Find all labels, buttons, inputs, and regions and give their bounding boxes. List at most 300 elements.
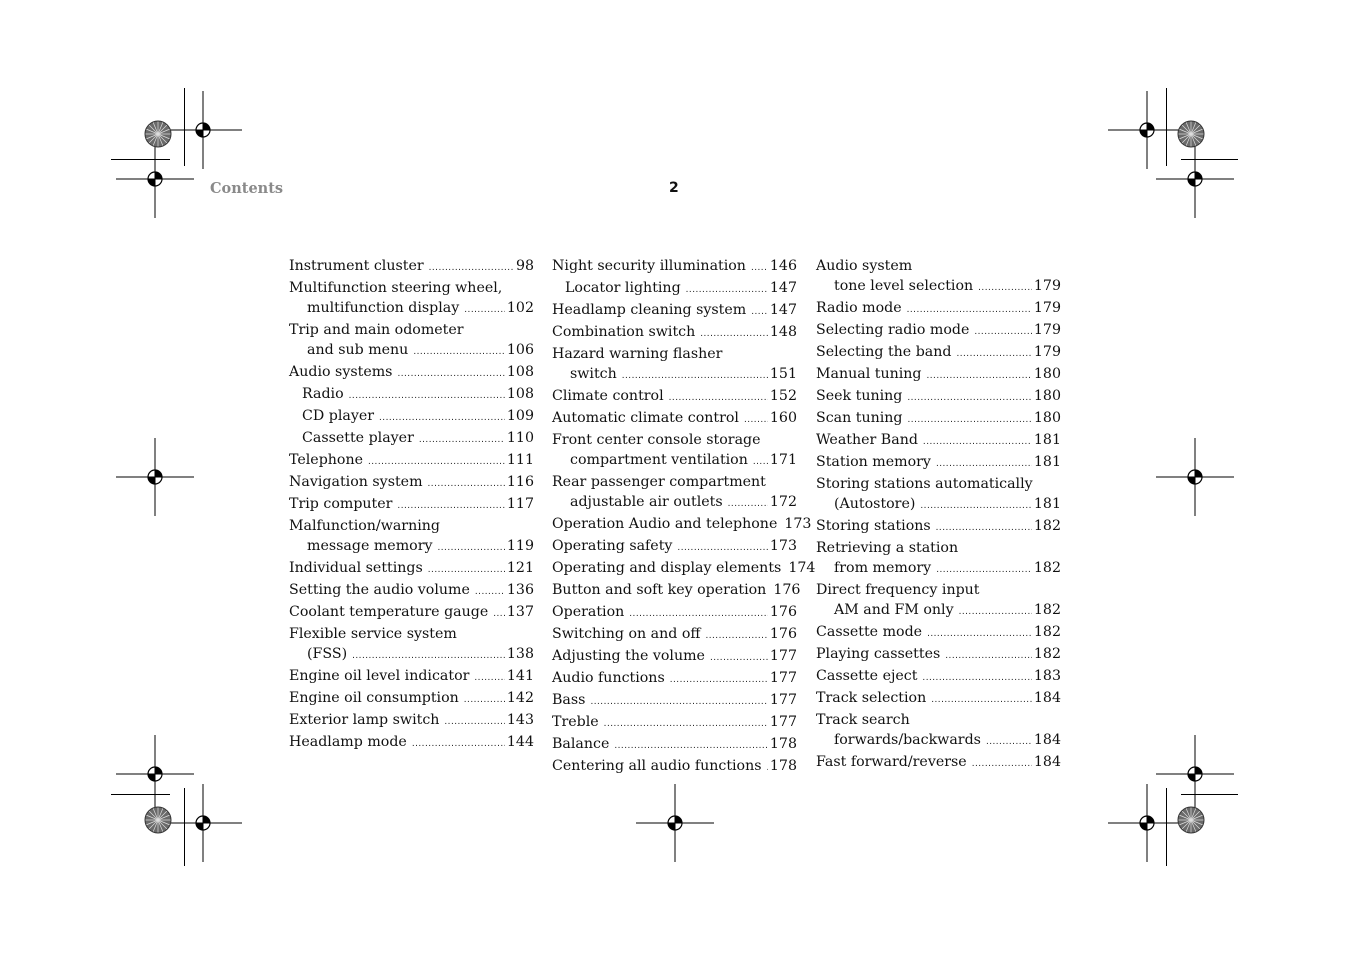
toc-line [289,710,534,732]
toc-page-number[interactable]: 121 [506,560,534,576]
toc-line [552,712,797,734]
toc-entry[interactable] [289,320,534,362]
toc-entry-title: (FSS) [307,646,348,662]
toc-entry[interactable] [816,516,1061,538]
dot-leader [464,300,505,320]
dot-leader [474,668,505,688]
dot-leader [352,646,505,666]
toc-line [816,408,1061,430]
toc-line [289,536,534,558]
toc-entry[interactable] [552,712,797,734]
toc-page-number[interactable]: 182 [1033,602,1061,618]
toc-page-number[interactable]: 184 [1033,754,1061,770]
toc-line [552,668,797,690]
toc-line [816,256,1061,276]
dot-leader [936,454,1032,474]
toc-entry-title: multifunction display [307,300,460,316]
toc-entry-title: Seek tuning [816,388,903,404]
toc-entry[interactable] [816,688,1061,710]
dot-leader [438,538,505,558]
toc-entry[interactable] [289,666,534,688]
dot-leader [493,604,505,624]
toc-page-number[interactable]: 110 [506,430,534,446]
toc-entry[interactable] [552,756,797,778]
toc-entry-title: (Autostore) [834,496,916,512]
toc-entry-title: Individual settings [289,560,423,576]
toc-page-number[interactable]: 173 [769,538,797,554]
dot-leader [956,344,1031,364]
toc-page-number[interactable]: 111 [506,452,534,468]
toc-line [289,472,534,494]
toc-line [816,752,1061,774]
toc-page-number[interactable]: 138 [506,646,534,662]
toc-entry[interactable] [552,602,797,624]
toc-entry[interactable] [289,732,534,754]
toc-line [552,492,797,514]
toc-line [289,450,534,472]
dot-leader [669,388,768,408]
toc-page-number[interactable]: 179 [1033,344,1061,360]
toc-entry[interactable] [816,408,1061,430]
dot-leader [604,714,768,734]
toc-page-number[interactable]: 174 [788,560,816,576]
toc-line [302,406,534,428]
toc-page-number[interactable]: 151 [769,366,797,382]
toc-line [565,278,797,300]
toc-entry-title: Station memory [816,454,931,470]
toc-page-number[interactable]: 184 [1033,732,1061,748]
toc-entry[interactable] [552,300,797,322]
toc-page-number[interactable]: 173 [784,516,812,532]
dot-leader [629,604,768,624]
toc-entry[interactable] [289,688,534,710]
toc-entry[interactable] [816,320,1061,342]
toc-entry-title: Playing cassettes [816,646,941,662]
toc-entry[interactable] [289,428,534,450]
toc-line [816,342,1061,364]
toc-entry-title: Storing stations automatically [816,476,1033,492]
toc-entry-title: Fast forward/reverse [816,754,967,770]
toc-page-number[interactable]: 182 [1033,646,1061,662]
toc-entry-title: Coolant temperature gauge [289,604,489,620]
toc-page-number[interactable]: 184 [1033,690,1061,706]
toc-entry-title: Switching on and off [552,626,701,642]
toc-entry-title: Selecting the band [816,344,952,360]
toc-page-number[interactable]: 181 [1033,496,1061,512]
toc-page-number[interactable]: 108 [506,364,534,380]
toc-page-number[interactable]: 142 [506,690,534,706]
toc-line [289,644,534,666]
dot-leader [428,560,505,580]
toc-line [289,580,534,602]
toc-entry[interactable] [289,450,534,472]
toc-line [816,644,1061,666]
toc-line [816,666,1061,688]
dot-leader [349,386,505,406]
toc-line [552,734,797,756]
toc-line [552,344,797,364]
toc-line [289,602,534,624]
toc-entry-title: Headlamp mode [289,734,407,750]
toc-entry[interactable] [289,278,534,320]
toc-entry-title: Locator lighting [565,280,681,296]
toc-entry-title: Radio [302,386,344,402]
toc-line [816,386,1061,408]
dot-leader [753,452,768,472]
toc-page-number[interactable]: 180 [1033,410,1061,426]
dot-leader [590,692,767,712]
toc-entry-title: Climate control [552,388,664,404]
toc-page-number[interactable]: 141 [506,668,534,684]
toc-page-number[interactable]: 147 [769,280,797,296]
dot-leader [751,258,768,278]
toc-entry-title: Storing stations [816,518,931,534]
dot-leader [907,300,1032,320]
toc-page-number[interactable]: 119 [506,538,534,554]
toc-entry[interactable] [816,622,1061,644]
toc-entry-title: Adjusting the volume [552,648,705,664]
toc-page-number[interactable]: 143 [506,712,534,728]
dot-leader [744,410,768,430]
toc-entry[interactable] [289,384,534,406]
toc-entry-title: Multifunction steering wheel, [289,280,503,296]
toc-line [302,384,534,406]
toc-page-number[interactable]: 136 [506,582,534,598]
toc-page-number[interactable]: 182 [1033,560,1061,576]
toc-line [552,472,797,492]
toc-entry[interactable] [289,362,534,384]
toc-entry[interactable] [552,558,816,580]
toc-line [552,624,797,646]
toc-entry-title: and sub menu [307,342,409,358]
toc-page-number[interactable]: 109 [506,408,534,424]
toc-entry[interactable] [552,734,797,756]
toc-entry-title: Navigation system [289,474,423,490]
toc-entry-title: tone level selection [834,278,974,294]
toc-entry[interactable] [816,452,1061,474]
toc-entry-title: Rear passenger compartment [552,474,766,490]
toc-entry-title: Trip and main odometer [289,322,464,338]
toc-line [816,364,1061,386]
toc-entry-title: compartment ventilation [570,452,748,468]
toc-entry[interactable] [552,646,797,668]
toc-entry[interactable] [552,344,797,386]
toc-page-number[interactable]: 180 [1033,366,1061,382]
dot-leader [751,302,768,322]
toc-line [816,276,1061,298]
toc-entry[interactable] [552,386,797,408]
toc-entry[interactable] [289,472,534,494]
toc-line [552,430,797,450]
toc-entry-title: Audio functions [552,670,665,686]
toc-line [816,710,1061,730]
toc-page-number[interactable]: 176 [769,626,797,642]
toc-page-number[interactable]: 178 [769,736,797,752]
section-title: Contents [210,180,284,197]
toc-entry-title: CD player [302,408,375,424]
toc-entry[interactable] [552,322,797,344]
toc-page-number[interactable]: 179 [1033,322,1061,338]
dot-leader [419,430,505,450]
dot-leader [927,624,1032,644]
dot-leader [464,690,505,710]
toc-line [552,364,797,386]
toc-line [816,516,1061,538]
toc-entry-title: from memory [834,560,932,576]
dot-leader [368,452,505,472]
toc-entry-title: Retrieving a station [816,540,959,556]
dot-leader [931,690,1032,710]
toc-entry[interactable] [816,256,1061,298]
toc-entry-title: Exterior lamp switch [289,712,440,728]
toc-entry-title: Radio mode [816,300,902,316]
dot-leader [710,648,768,668]
toc-entry[interactable] [816,580,1061,622]
dot-leader [927,366,1032,386]
toc-page-number[interactable]: 177 [769,648,797,664]
toc-entry[interactable] [552,514,812,536]
toc-entry-title: Setting the audio volume [289,582,470,598]
toc-line [289,666,534,688]
toc-column-2 [552,256,816,778]
toc-line [552,558,816,580]
toc-entry-title: Telephone [289,452,363,468]
toc-page-number[interactable]: 183 [1033,668,1061,684]
toc-entry-title: message memory [307,538,433,554]
toc-page-number[interactable]: 181 [1033,454,1061,470]
dot-leader [413,342,505,362]
toc-page-number[interactable]: 182 [1033,518,1061,534]
toc-line [816,474,1061,494]
dot-leader [974,322,1032,342]
toc-page-number[interactable]: 137 [506,604,534,620]
toc-entry[interactable] [289,580,534,602]
toc-entry[interactable] [289,602,534,624]
toc-page-number[interactable]: 152 [769,388,797,404]
toc-entry[interactable] [552,668,797,690]
toc-entry[interactable] [289,516,534,558]
toc-line [552,256,797,278]
toc-entry[interactable] [552,408,797,430]
toc-entry[interactable] [552,430,797,472]
toc-entry[interactable] [289,256,534,278]
toc-entry-title: Operation [552,604,625,620]
toc-entry[interactable] [816,710,1061,752]
toc-entry-title: Cassette player [302,430,414,446]
toc-entry[interactable] [289,494,534,516]
dot-leader [444,712,505,732]
toc-entry-title: Headlamp cleaning system [552,302,747,318]
toc-entry[interactable] [289,558,534,580]
dot-leader [907,388,1032,408]
toc-entry[interactable] [289,624,534,666]
toc-entry-title: Instrument cluster [289,258,424,274]
dot-leader [614,736,768,756]
dot-leader [429,258,514,278]
toc-entry-title: Malfunction/warning [289,518,440,534]
toc-entry-title: Track search [816,712,910,728]
toc-page-number[interactable]: 144 [506,734,534,750]
toc-entry[interactable] [552,536,797,558]
dot-leader [705,626,767,646]
toc-entry[interactable] [552,256,797,278]
toc-line [816,622,1061,644]
toc-page-number[interactable]: 172 [769,494,797,510]
toc-line [816,538,1061,558]
toc-entry[interactable] [816,752,1061,774]
toc-line [289,516,534,536]
toc-page-number[interactable]: 102 [506,300,534,316]
toc-entry[interactable] [816,430,1061,452]
toc-line [552,386,797,408]
toc-page-number[interactable]: 148 [769,324,797,340]
toc-line [816,730,1061,752]
toc-line [289,494,534,516]
dot-leader [978,278,1032,298]
dot-leader [379,408,505,428]
dot-leader [945,646,1032,666]
dot-leader [908,410,1032,430]
toc-entry[interactable] [816,298,1061,320]
toc-entry[interactable] [816,386,1061,408]
dot-leader [936,518,1032,538]
toc-line [289,320,534,340]
toc-line [816,600,1061,622]
toc-line [552,580,801,602]
toc-page-number[interactable]: 182 [1033,624,1061,640]
dot-leader [686,280,768,300]
toc-entry-title: Night security illumination [552,258,746,274]
toc-line [302,428,534,450]
toc-line [289,362,534,384]
toc-entry-title: Automatic climate control [552,410,739,426]
toc-page-number[interactable]: 179 [1033,300,1061,316]
toc-page-number[interactable]: 177 [769,670,797,686]
toc-line [552,602,797,624]
toc-line [816,558,1061,580]
toc-entry-title: Front center console storage [552,432,761,448]
toc-page-number[interactable]: 177 [769,714,797,730]
toc-line [816,688,1061,710]
toc-entry[interactable] [816,538,1061,580]
toc-line [816,320,1061,342]
toc-page-number[interactable]: 176 [769,604,797,620]
toc-entry-title: Cassette eject [816,668,918,684]
toc-page-number[interactable]: 171 [769,452,797,468]
toc-entry-title: Treble [552,714,599,730]
toc-line [289,278,534,298]
toc-entry-title: Engine oil consumption [289,690,459,706]
toc-entry-title: Combination switch [552,324,696,340]
toc-entry[interactable] [552,580,801,602]
toc-entry-title: Flexible service system [289,626,457,642]
toc-entry[interactable] [816,364,1061,386]
toc-line [552,756,797,778]
toc-page-number[interactable]: 178 [769,758,797,774]
dot-leader [767,758,768,778]
toc-entry-title: Centering all audio functions [552,758,762,774]
toc-line [552,690,797,712]
toc-entry[interactable] [552,690,797,712]
toc-entry-title: Cassette mode [816,624,923,640]
toc-line [289,732,534,754]
toc-line [816,298,1061,320]
dot-leader [397,364,504,384]
dot-leader [986,732,1032,752]
dot-leader [677,538,767,558]
dot-leader [922,668,1031,688]
toc-entry[interactable] [552,472,797,514]
toc-page-number[interactable]: 146 [769,258,797,274]
toc-entry-title: Track selection [816,690,927,706]
toc-entry[interactable] [816,342,1061,364]
toc-line [816,430,1061,452]
toc-entry-title: Selecting radio mode [816,322,970,338]
toc-line [289,256,534,278]
toc-entry[interactable] [289,406,534,428]
toc-column-3 [816,256,1061,774]
toc-line [816,494,1061,516]
toc-entry-title: Manual tuning [816,366,922,382]
toc-entry-title: Bass [552,692,586,708]
dot-leader [475,582,505,602]
toc-line [552,450,797,472]
toc-entry[interactable] [552,624,797,646]
toc-page-number[interactable]: 117 [506,496,534,512]
toc-entry-title: Operating and display elements [552,560,782,576]
toc-line [289,558,534,580]
toc-page-number[interactable]: 177 [769,692,797,708]
toc-line [552,322,797,344]
toc-entry[interactable] [816,644,1061,666]
toc-line [816,452,1061,474]
toc-entry-title: Direct frequency input [816,582,980,598]
dot-leader [412,734,505,754]
dot-leader [700,324,768,344]
toc-entry-title: Hazard warning flasher [552,346,723,362]
toc-line [289,688,534,710]
toc-page-number[interactable]: 116 [506,474,534,490]
toc-entry-title: forwards/backwards [834,732,981,748]
toc-page-number[interactable]: 147 [769,302,797,318]
toc-page-number[interactable]: 108 [506,386,534,402]
toc-entry[interactable] [816,666,1061,688]
dot-leader [728,494,768,514]
toc-page-number[interactable]: 106 [506,342,534,358]
toc-entry-title: Operating safety [552,538,673,554]
toc-entry-title: adjustable air outlets [570,494,723,510]
toc-page-number[interactable]: 176 [773,582,801,598]
toc-page-number[interactable]: 160 [769,410,797,426]
toc-entry[interactable] [552,278,797,300]
toc-entry-title: Button and soft key operation [552,582,767,598]
toc-line [552,514,812,536]
toc-line [289,624,534,644]
toc-entry-title: Engine oil level indicator [289,668,470,684]
toc-entry[interactable] [289,710,534,732]
toc-page-number[interactable]: 181 [1033,432,1061,448]
toc-line [289,340,534,362]
toc-page-number[interactable]: 98 [515,258,534,274]
toc-page-number[interactable]: 180 [1033,388,1061,404]
toc-entry-title: Audio system [816,258,913,274]
dot-leader [622,366,768,386]
toc-entry[interactable] [816,474,1061,516]
toc-page-number[interactable]: 179 [1033,278,1061,294]
toc-entry-title: AM and FM only [834,602,954,618]
dot-leader [920,496,1032,516]
toc-entry-title: Weather Band [816,432,918,448]
